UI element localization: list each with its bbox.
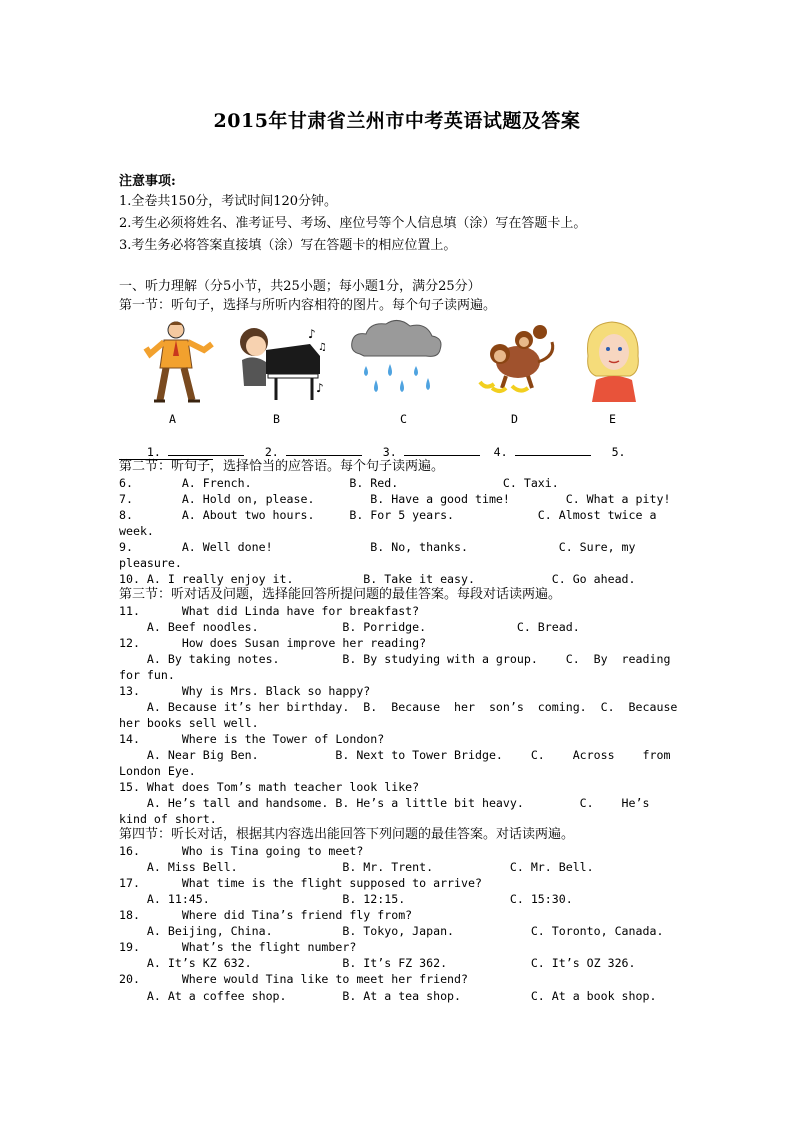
question-line: 19. What’s the flight number? [119, 940, 357, 954]
question-line: 7. A. Hold on, please. B. Have a good time! C. What a pity! [119, 492, 671, 506]
question-line: for fun. [119, 668, 175, 682]
monkeys-bananas-picture [472, 316, 562, 396]
question-line: 17. What time is the flight supposed to arrive? [119, 876, 482, 890]
answer-blank[interactable] [286, 443, 362, 456]
question-line: week. [119, 524, 154, 538]
notice-item: 3.考生务必将答案直接填（涂）写在答题卡的相应位置上。 [119, 238, 457, 253]
question-line: A. Miss Bell. B. Mr. Trent. C. Mr. Bell. [119, 860, 594, 874]
question-line: A. He’s tall and handsome. B. He’s a little bit heavy. C. He’s [119, 796, 650, 810]
question-line: pleasure. [119, 556, 182, 570]
blank-label: 3. [382, 445, 397, 459]
man-speaking-picture [138, 316, 218, 406]
question-line: 15. What does Tom’s math teacher look like? [119, 780, 420, 794]
svg-text:♪: ♪ [308, 327, 316, 341]
blank-label: 5. [611, 445, 626, 459]
svg-text:♪: ♪ [316, 381, 324, 395]
picture-letter: B [273, 412, 280, 426]
girl-playing-piano-picture [232, 316, 327, 404]
question-line: 13. Why is Mrs. Black so happy? [119, 684, 371, 698]
picture-letter: D [511, 412, 518, 426]
page-title: 2015年甘肃省兰州市中考英语试题及答案 [213, 110, 581, 132]
svg-text:♫: ♫ [318, 342, 327, 353]
notice-heading: 注意事项: [119, 174, 176, 189]
rain-cloud-picture [346, 316, 446, 398]
question-line: 8. A. About two hours. B. For 5 years. C. Almost twice a [119, 508, 657, 522]
question-line: 6. A. French. B. Red. C. Taxi. [119, 476, 559, 490]
part1-heading: 一、听力理解（分5小节，共25小题；每小题1分，满分25分） [119, 279, 481, 294]
question-line: A. It’s KZ 632. B. It’s FZ 362. C. It’s OZ 326. [119, 956, 636, 970]
blank-label: 2. [264, 445, 279, 459]
answer-blank[interactable] [515, 443, 591, 456]
answer-blank[interactable] [168, 443, 244, 456]
blank-label: 4. [493, 445, 508, 459]
question-line: 12. How does Susan improve her reading? [119, 636, 427, 650]
section2-heading: 第二节：听句子，选择恰当的应答语。每个句子读两遍。 [119, 459, 445, 474]
picture-letter: C [400, 412, 407, 426]
notice-item: 1.全卷共150分，考试时间120分钟。 [119, 194, 338, 209]
picture-letter: E [609, 412, 616, 426]
question-line: A. Because it’s her birthday. B. Because her son’s coming. C. Because [119, 700, 678, 714]
question-line: 14. Where is the Tower of London? [119, 732, 385, 746]
question-line: A. Near Big Ben. B. Next to Tower Bridge. C. Across from [119, 748, 671, 762]
section1-heading: 第一节：听句子，选择与所听内容相符的图片。每个句子读两遍。 [119, 298, 497, 313]
picture-letter: A [169, 412, 176, 426]
question-line: A. Beef noodles. B. Porridge. C. Bread. [119, 620, 580, 634]
question-line: 11. What did Linda have for breakfast? [119, 604, 420, 618]
section3-heading: 第三节：听对话及问题，选择能回答所提问题的最佳答案。每段对话读两遍。 [119, 587, 562, 602]
answer-blank[interactable] [404, 443, 480, 456]
blonde-woman-picture [578, 316, 650, 404]
section4-heading: 第四节：听长对话，根据其内容选出能回答下列问题的最佳答案。对话读两遍。 [119, 827, 575, 842]
question-line: kind of short. [119, 812, 217, 826]
question-line: 20. Where would Tina like to meet her friend? [119, 972, 469, 986]
question-line: her books sell well. [119, 716, 259, 730]
question-line: A. Beijing, China. B. Tokyo, Japan. C. Toronto, Canada. [119, 924, 664, 938]
question-line: London Eye. [119, 764, 196, 778]
question-line: 9. A. Well done! B. No, thanks. C. Sure, my [119, 540, 636, 554]
notice-item: 2.考生必须将姓名、准考证号、考场、座位号等个人信息填（涂）写在答题卡上。 [119, 216, 587, 231]
question-line: A. 11:45. B. 12:15. C. 15:30. [119, 892, 573, 906]
question-line: A. By taking notes. B. By studying with a group. C. By reading [119, 652, 671, 666]
question-line: 18. Where did Tina’s friend fly from? [119, 908, 413, 922]
question-line: A. At a coffee shop. B. At a tea shop. C. At a book shop. [119, 989, 657, 1003]
question-line: 10. A. I really enjoy it. B. Take it easy. C. Go ahead. [119, 572, 636, 586]
blank-label: 1. [146, 445, 161, 459]
question-line: 16. Who is Tina going to meet? [119, 844, 364, 858]
